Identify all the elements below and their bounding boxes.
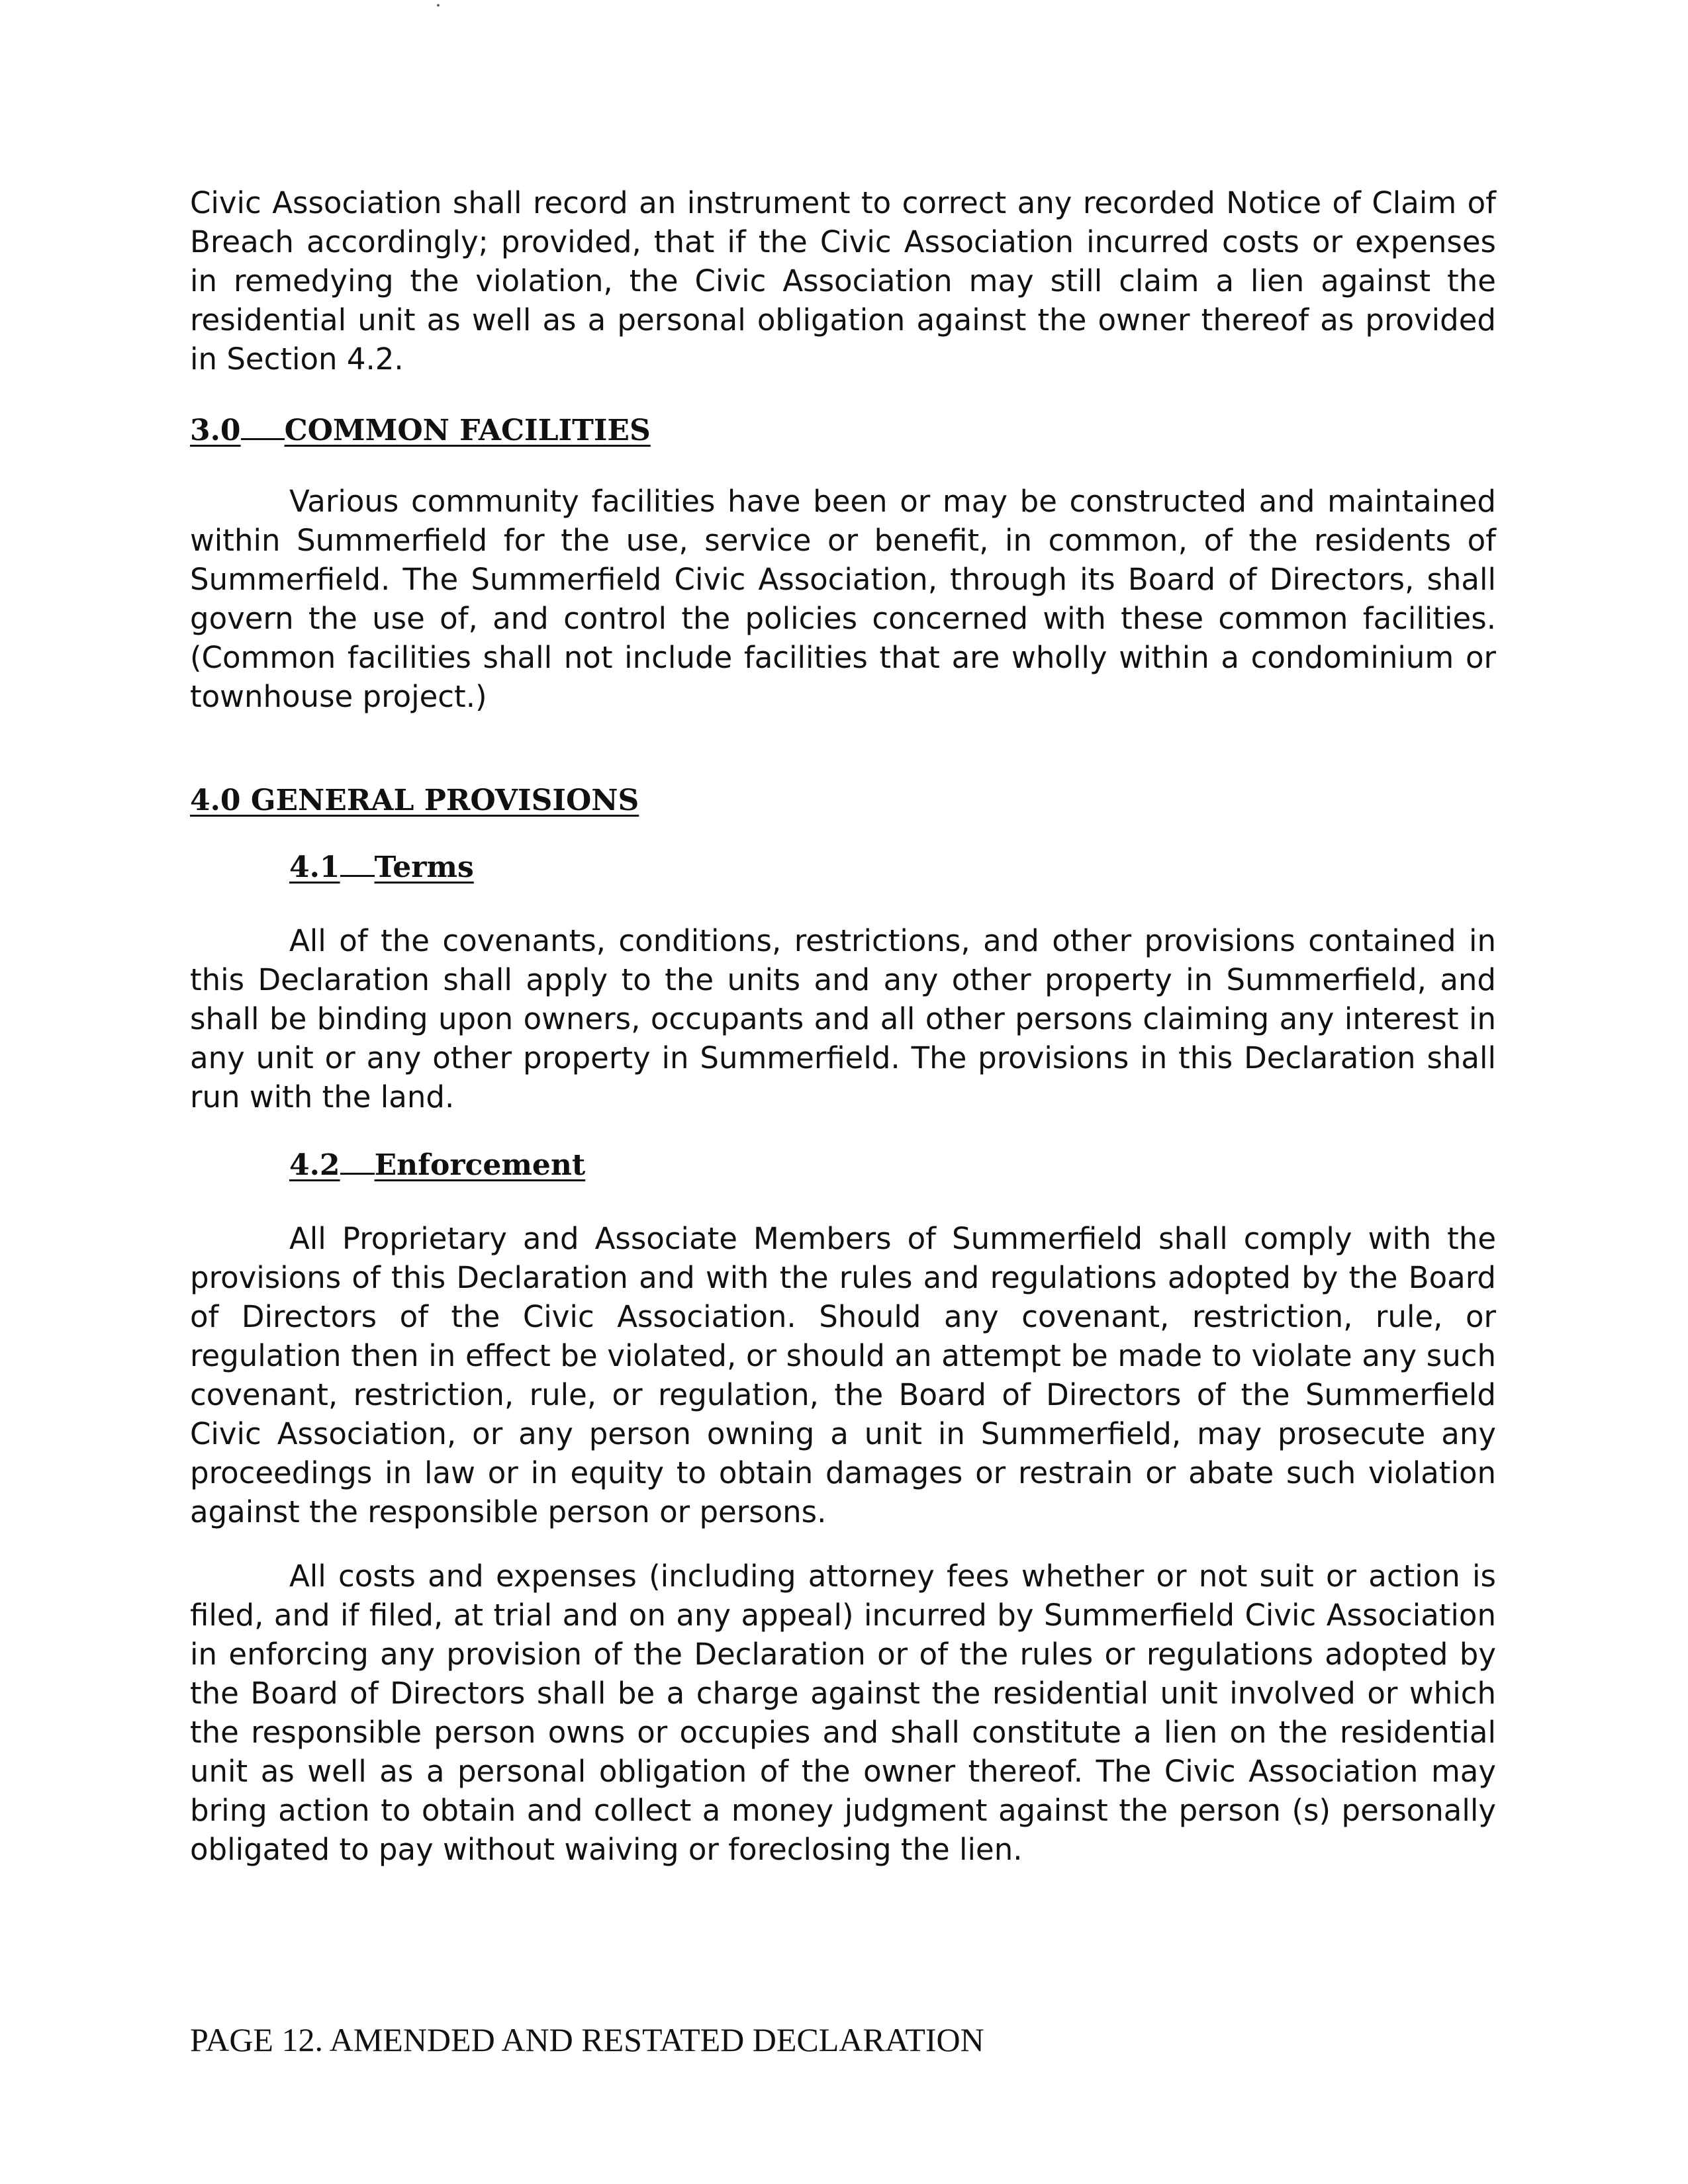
section-4-title: 4.0 GENERAL PROVISIONS (190, 784, 639, 817)
section-4-1-heading (289, 848, 474, 886)
page-footer: PAGE 12. AMENDED AND RESTATED DECLARATION (190, 2021, 984, 2058)
section-3-title: COMMON FACILITIES (284, 414, 651, 447)
section-4-heading (190, 782, 639, 819)
scan-speck (437, 4, 440, 7)
section-3-paragraph: Various community facilities have been or may be constructed and maintained within Summerfield for the use, service or benefit, in common, of the residents of Summerfield. The Summerfield Civic Association, through its Board of Directors, shall govern the use of, and control the policies concerned with these common facilities. (Common facilities shall not include facilities that are wholly within a condominium or townhouse project.) (190, 484, 1496, 714)
section-3-heading (190, 412, 651, 449)
section-4-2-title: Enforcement (374, 1148, 586, 1182)
section-4-2-heading (289, 1146, 585, 1184)
section-4-1-title: Terms (374, 850, 474, 884)
opening-paragraph: Civic Association shall record an instrument to correct any recorded Notice of Claim of Breach accordingly; provided, that if the Civic Association incurred costs or expenses in remedying the violation, the Civic Association may still claim a lien against the residential unit as well as a personal obligation against the owner thereof as provided in Section 4.2. (190, 185, 1496, 377)
section-4-2-number: 4.2 (289, 1148, 340, 1182)
section-4-2-paragraph-2: All costs and expenses (including attorney fees whether or not suit or action is filed, and if filed, at trial and on any appeal) incurred by Summerfield Civic Association in enforcing any provision of the Declaration or of the rules or regulations adopted by the Board of Directors shall be a charge against the residential unit involved or which the responsible person owns or occupies and shall constitute a lien on the residential unit as well as a personal obligation of the owner thereof. The Civic Association may bring action to obtain and collect a money judgment against the person (s) personally obligated to pay without waiving or foreclosing the lien. (190, 1559, 1496, 1867)
section-4-1-number: 4.1 (289, 850, 340, 884)
section-3-number: 3.0 (190, 414, 241, 447)
section-4-2-paragraph-1: All Proprietary and Associate Members of Summerfield shall comply with the provisions of this Declaration and with the rules and regulations adopted by the Board of Directors of the Civic Association. Should any covenant, restriction, rule, or regulation then in effect be violated, or should an attempt be made to violate any such covenant, restriction, rule, or regulation, the Board of Directors of the Summerfield Civic Association, or any person owning a unit in Summerfield, may prosecute any proceedings in law or in equity to obtain damages or restrain or abate such violation against the responsible person or persons. (190, 1221, 1496, 1529)
section-4-1-paragraph: All of the covenants, conditions, restrictions, and other provisions contained in this Declaration shall apply to the units and any other property in Summerfield, and shall be binding upon owners, occupants and all other persons claiming any interest in any unit or any other property in Summerfield. The provisions in this Declaration shall run with the land. (190, 923, 1496, 1115)
